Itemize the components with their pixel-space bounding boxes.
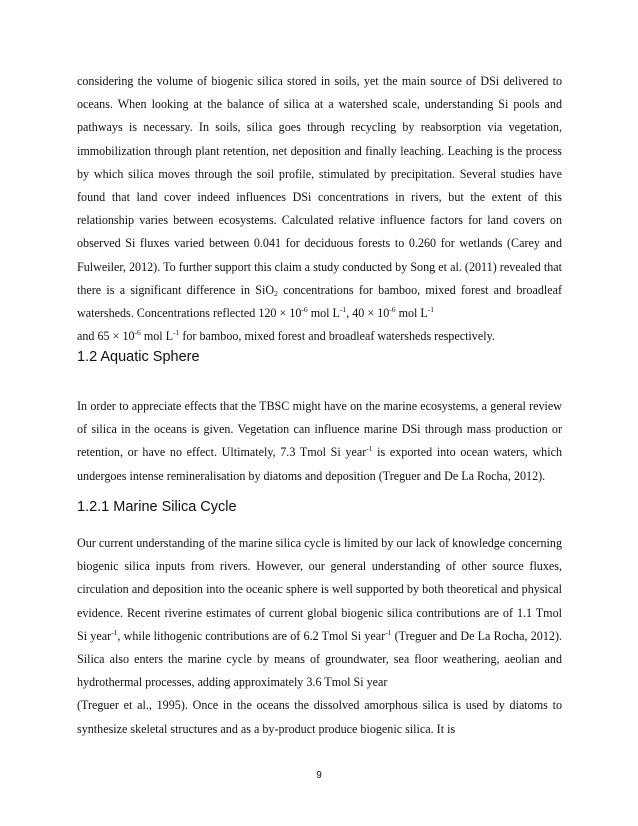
- text-run: , while lithogenic contributions are of 6.2 Tmol Si year: [117, 628, 386, 643]
- text-run: (Treguer and De La Rocha, 2012). Silica also enters the marine cycle by means of groundwater, sea floor weathering, aeolian and hydrothermal processes, adding approximately 3.6 Tmol Si year: [77, 628, 563, 690]
- section-heading-marine-silica-cycle: 1.2.1 Marine Silica Cycle: [77, 499, 237, 515]
- text-run: In order to appreciate effects that the TBSC might have on the marine ecosystems, a general review of silica in the oceans is given. Vegetation can influence marine DSi through mass production or retention, or have no effect. Ultimately, 7.3 Tmol Si year: [77, 399, 562, 460]
- page-number: 9: [316, 770, 322, 781]
- text-run: considering the volume of biogenic silica stored in soils, yet the main source of DSi delivered to oceans. When looking at the balance of silica at a watershed scale, understanding Si pools and pathways is necessary. In soils, silica goes through recycling by reabsorption via vegetation, immobilization through plant retention, net deposition and finally leaching. Leaching is the process by which silica moves through the soil profile, stimulated by precipitation. Several studies have found that land cover indeed influences DSi concentrations in rivers, but the extent of this relationship varies between ecosystems. Calculated relative influence factors for land covers on observed Si fluxes varied between 0.041 for deciduous forests to 0.260 for wetlands (Carey and Fulweiler, 2012). To further support this claim a study conducted by Song et al. (2011) revealed that there is a significant difference in SiO: [77, 74, 562, 297]
- text-run: is exported into ocean waters, which undergoes intense remineralisation by diatoms and deposition (Treguer and De La Rocha, 2012).: [77, 445, 563, 483]
- superscript: -1: [427, 305, 435, 315]
- text-run: (Treguer et al., 1995). Once in the oceans the dissolved amorphous silica is used by diatoms to synthesize skeletal structures and as a by-product produce biogenic silica. It is: [77, 698, 562, 736]
- text-run: concentrations for bamboo, mixed forest and broadleaf watersheds. Concentrations reflected 120 × 10: [77, 282, 562, 321]
- paragraph-marine-silica-cycle: [77, 532, 562, 741]
- superscript: -6: [301, 305, 308, 315]
- superscript: -1: [339, 305, 347, 315]
- paragraph-land-cover-silica: [77, 70, 562, 348]
- text-run: mol L: [395, 306, 428, 321]
- subscript: 2: [274, 288, 278, 298]
- section-heading-aquatic-sphere: 1.2 Aquatic Sphere: [77, 349, 200, 365]
- text-run: mol L: [307, 306, 340, 321]
- superscript: -6: [389, 305, 396, 315]
- superscript: -1: [385, 627, 392, 637]
- superscript: -1: [366, 444, 373, 454]
- paragraph-aquatic-sphere: [77, 395, 562, 488]
- text-run: , 40 × 10: [346, 306, 390, 321]
- superscript: -1: [173, 328, 180, 338]
- text-run: Our current understanding of the marine silica cycle is limited by our lack of knowledge concerning biogenic silica inputs from rivers. However, our general understanding of other source fluxes, circulation and deposition into the oceanic sphere is well supported by both theoretical and physical evidence. Recent riverine estimates of current global biogenic silica contributions are of 1.1 Tmol Si year: [77, 536, 562, 643]
- text-run: and 65 × 10: [77, 329, 135, 344]
- text-run: for bamboo, mixed forest and broadleaf watersheds respectively.: [179, 329, 495, 344]
- superscript: -6: [134, 328, 141, 338]
- superscript: -1: [111, 627, 118, 637]
- text-run: mol L: [140, 329, 174, 344]
